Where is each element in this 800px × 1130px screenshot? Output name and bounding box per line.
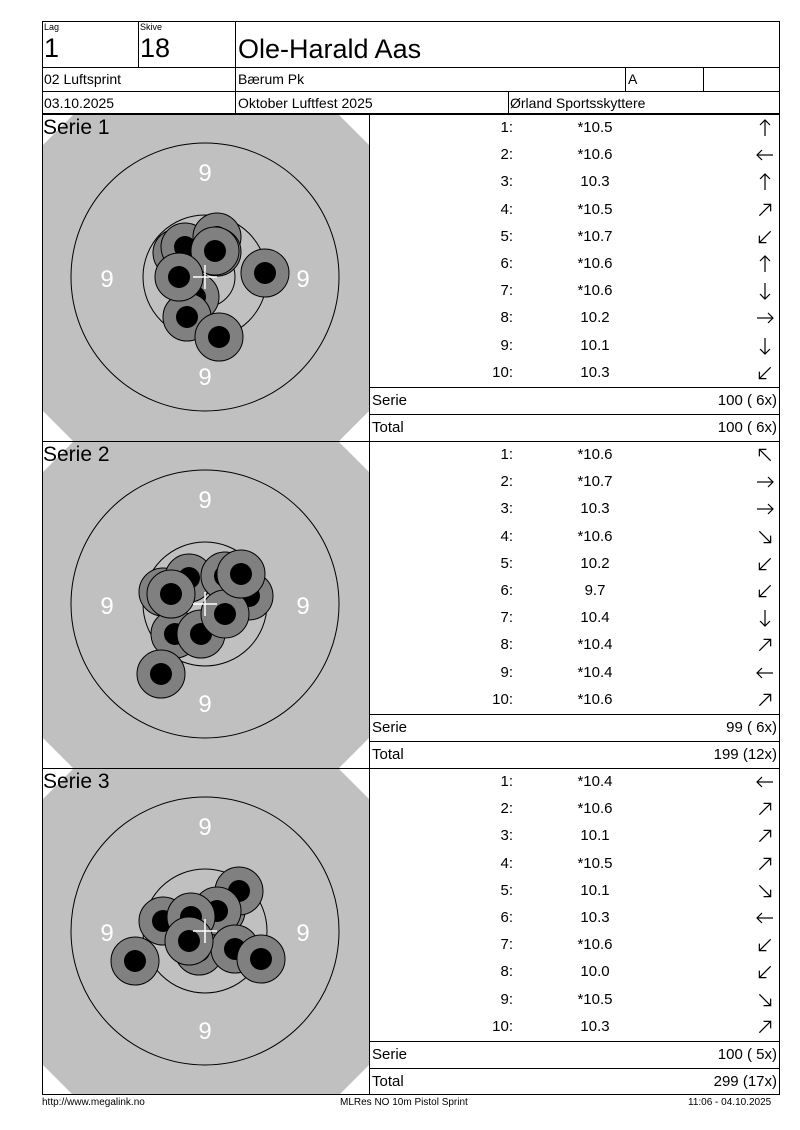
shot-score: 10.1	[580, 827, 610, 845]
ring-label: 9	[198, 160, 212, 187]
ring-label: 9	[198, 691, 212, 718]
header-divider	[625, 67, 626, 91]
shot-score: 10.3	[580, 1017, 610, 1035]
shot-number: 9:	[500, 336, 513, 354]
shot-hole	[195, 313, 243, 361]
shot-score: 10.3	[580, 909, 610, 926]
shot-direction-arrow-icon	[754, 117, 776, 139]
footer-timestamp: 11:06 - 04.10.2025	[688, 1097, 772, 1108]
total-label: Total	[372, 1073, 404, 1090]
shot-direction-arrow-icon	[754, 144, 776, 166]
shot-score: 10.3	[580, 363, 610, 381]
shot-direction-arrow-icon	[754, 880, 776, 902]
shot-score: 10.2	[580, 309, 610, 327]
serie-sum-row	[370, 387, 780, 414]
shot-hole	[111, 937, 159, 985]
shot-row	[370, 468, 780, 495]
shot-score: 10.1	[580, 881, 610, 899]
shot-row	[370, 332, 780, 359]
serie-sum-row	[370, 714, 780, 741]
shot-number: 10:	[492, 363, 513, 381]
shot-direction-arrow-icon	[754, 989, 776, 1011]
ring-label: 9	[100, 266, 114, 293]
shot-row	[370, 986, 780, 1013]
total-label: Total	[372, 419, 404, 436]
shot-direction-arrow-icon	[754, 307, 776, 329]
shot-row	[370, 523, 780, 550]
shot-hole	[147, 570, 195, 618]
shot-number: 8:	[500, 309, 513, 327]
total-value: 100 ( 6x)	[717, 419, 777, 436]
shot-score: 10.3	[580, 500, 610, 518]
shot-direction-arrow-icon	[754, 689, 776, 711]
shot-row	[370, 958, 780, 985]
shot-number: 10:	[492, 1017, 513, 1035]
shot-row	[370, 250, 780, 277]
serie-sum-label: Serie	[372, 1046, 408, 1063]
shot-hole	[137, 650, 185, 698]
shot-row	[370, 686, 780, 713]
shot-number: 3:	[500, 500, 513, 518]
shot-direction-arrow-icon	[754, 961, 776, 983]
shot-number: 6:	[500, 255, 513, 272]
ring-label: 9	[296, 266, 310, 293]
series-title: Serie 3	[43, 770, 110, 793]
shot-number: 9:	[500, 663, 513, 681]
shot-direction-arrow-icon	[754, 771, 776, 793]
shot-direction-arrow-icon	[754, 798, 776, 820]
shot-direction-arrow-icon	[754, 907, 776, 929]
shot-row	[370, 223, 780, 250]
shot-number: 3:	[500, 173, 513, 191]
organizer-name: Ørland Sportsskyttere	[510, 95, 646, 111]
series-title: Serie 1	[43, 116, 110, 139]
shot-hole	[241, 249, 289, 297]
shot-score: *10.7	[577, 473, 613, 491]
shot-score: *10.5	[577, 200, 613, 218]
shot-row	[370, 577, 780, 604]
shot-score: *10.6	[577, 282, 613, 300]
header-divider	[508, 91, 509, 114]
group-label: A	[628, 71, 638, 87]
ring-label: 9	[198, 814, 212, 841]
shot-number: 8:	[500, 963, 513, 981]
shot-score: *10.6	[577, 255, 613, 272]
total-value: 199 (12x)	[713, 746, 777, 763]
ring-label: 9	[198, 1018, 212, 1045]
shot-number: 1:	[500, 446, 513, 463]
ring-label: 9	[100, 593, 114, 620]
shot-row	[370, 795, 780, 822]
shot-number: 4:	[500, 200, 513, 218]
shot-row	[370, 168, 780, 195]
shot-direction-arrow-icon	[754, 934, 776, 956]
shot-number: 10:	[492, 690, 513, 708]
shot-hole	[217, 550, 265, 598]
shot-score: 10.1	[580, 336, 610, 354]
shot-direction-arrow-icon	[754, 607, 776, 629]
shot-direction-arrow-icon	[754, 226, 776, 248]
lag-value: 1	[44, 33, 60, 63]
event-name: Oktober Luftfest 2025	[238, 95, 373, 111]
shot-direction-arrow-icon	[754, 280, 776, 302]
target-image	[43, 769, 369, 1095]
class-name: 02 Luftsprint	[44, 71, 122, 87]
shot-number: 3:	[500, 827, 513, 845]
shot-score: *10.4	[577, 663, 613, 681]
shot-row	[370, 1013, 780, 1040]
shot-row	[370, 904, 780, 931]
serie-sum-value: 100 ( 5x)	[717, 1046, 777, 1063]
footer-program: MLRes NO 10m Pistol Sprint	[340, 1097, 468, 1108]
shot-score: *10.4	[577, 636, 613, 654]
shot-row	[370, 659, 780, 686]
header-divider	[235, 21, 236, 114]
header-divider	[703, 67, 704, 91]
club-name: Bærum Pk	[238, 71, 305, 87]
shot-direction-arrow-icon	[754, 634, 776, 656]
shot-row	[370, 768, 780, 795]
shot-direction-arrow-icon	[754, 362, 776, 384]
shot-row	[370, 850, 780, 877]
shot-direction-arrow-icon	[754, 171, 776, 193]
shot-number: 9:	[500, 990, 513, 1008]
shot-score: *10.6	[577, 800, 613, 818]
shot-row	[370, 604, 780, 631]
footer-url[interactable]: http://www.megalink.no	[42, 1097, 145, 1108]
target-image	[43, 442, 369, 768]
shot-row	[370, 631, 780, 658]
shot-row	[370, 441, 780, 468]
shot-direction-arrow-icon	[754, 825, 776, 847]
shot-number: 1:	[500, 119, 513, 136]
total-value: 299 (17x)	[713, 1073, 777, 1090]
ring-label: 9	[198, 487, 212, 514]
serie-sum-value: 99 ( 6x)	[726, 719, 777, 736]
shot-row	[370, 196, 780, 223]
shot-number: 2:	[500, 473, 513, 491]
shot-score: *10.5	[577, 119, 613, 136]
shot-score: 10.3	[580, 173, 610, 191]
shot-direction-arrow-icon	[754, 553, 776, 575]
shooter-name: Ole-Harald Aas	[238, 34, 422, 64]
shot-number: 8:	[500, 636, 513, 654]
shot-number: 2:	[500, 146, 513, 164]
ring-label: 9	[100, 920, 114, 947]
header-divider	[138, 21, 139, 67]
shot-direction-arrow-icon	[754, 498, 776, 520]
shot-score: 10.4	[580, 609, 610, 627]
serie-sum-value: 100 ( 6x)	[717, 392, 777, 409]
shot-hole	[165, 917, 213, 965]
total-label: Total	[372, 746, 404, 763]
shot-row	[370, 495, 780, 522]
shot-score: *10.4	[577, 773, 613, 790]
shot-row	[370, 114, 780, 141]
shot-number: 6:	[500, 909, 513, 926]
shot-score: *10.6	[577, 527, 613, 545]
skive-value: 18	[140, 33, 171, 63]
ring-label: 9	[296, 920, 310, 947]
shot-row	[370, 277, 780, 304]
target-image	[43, 115, 369, 441]
shot-score: *10.6	[577, 690, 613, 708]
serie-sum-label: Serie	[372, 719, 408, 736]
shot-score: *10.5	[577, 990, 613, 1008]
shot-number: 1:	[500, 773, 513, 790]
ring-label: 9	[296, 593, 310, 620]
shot-direction-arrow-icon	[754, 580, 776, 602]
serie-sum-label: Serie	[372, 392, 408, 409]
shot-row	[370, 359, 780, 386]
shot-number: 4:	[500, 854, 513, 872]
header-divider	[42, 91, 780, 92]
shot-number: 7:	[500, 282, 513, 300]
shot-number: 5:	[500, 554, 513, 572]
shot-number: 7:	[500, 609, 513, 627]
shot-number: 5:	[500, 881, 513, 899]
shot-score: 10.2	[580, 554, 610, 572]
shot-number: 6:	[500, 582, 513, 599]
shot-direction-arrow-icon	[754, 526, 776, 548]
header-divider	[42, 67, 780, 68]
shot-score: *10.7	[577, 227, 613, 245]
shot-row	[370, 304, 780, 331]
footer-divider	[42, 1094, 780, 1095]
shot-row	[370, 141, 780, 168]
lag-label: Lag	[44, 22, 60, 32]
shot-row	[370, 931, 780, 958]
shot-number: 5:	[500, 227, 513, 245]
shot-score: *10.5	[577, 854, 613, 872]
shot-hole	[237, 935, 285, 983]
shot-row	[370, 550, 780, 577]
total-row	[370, 414, 780, 441]
serie-sum-row	[370, 1041, 780, 1068]
shot-score: *10.6	[577, 936, 613, 954]
shot-score: 9.7	[584, 582, 606, 599]
skive-label: Skive	[140, 22, 163, 32]
shot-score: 10.0	[580, 963, 610, 981]
ring-label: 9	[198, 364, 212, 391]
shot-number: 7:	[500, 936, 513, 954]
shot-direction-arrow-icon	[754, 444, 776, 466]
total-row	[370, 1068, 780, 1095]
shot-direction-arrow-icon	[754, 199, 776, 221]
total-row	[370, 741, 780, 768]
shot-direction-arrow-icon	[754, 662, 776, 684]
shot-row	[370, 822, 780, 849]
shot-number: 4:	[500, 527, 513, 545]
series-title: Serie 2	[43, 443, 110, 466]
shot-row	[370, 877, 780, 904]
shot-direction-arrow-icon	[754, 1016, 776, 1038]
shot-score: *10.6	[577, 146, 613, 164]
shot-direction-arrow-icon	[754, 471, 776, 493]
shot-score: *10.6	[577, 446, 613, 463]
shot-direction-arrow-icon	[754, 853, 776, 875]
shot-direction-arrow-icon	[754, 335, 776, 357]
shot-direction-arrow-icon	[754, 253, 776, 275]
shot-number: 2:	[500, 800, 513, 818]
competition-date: 03.10.2025	[44, 95, 115, 111]
